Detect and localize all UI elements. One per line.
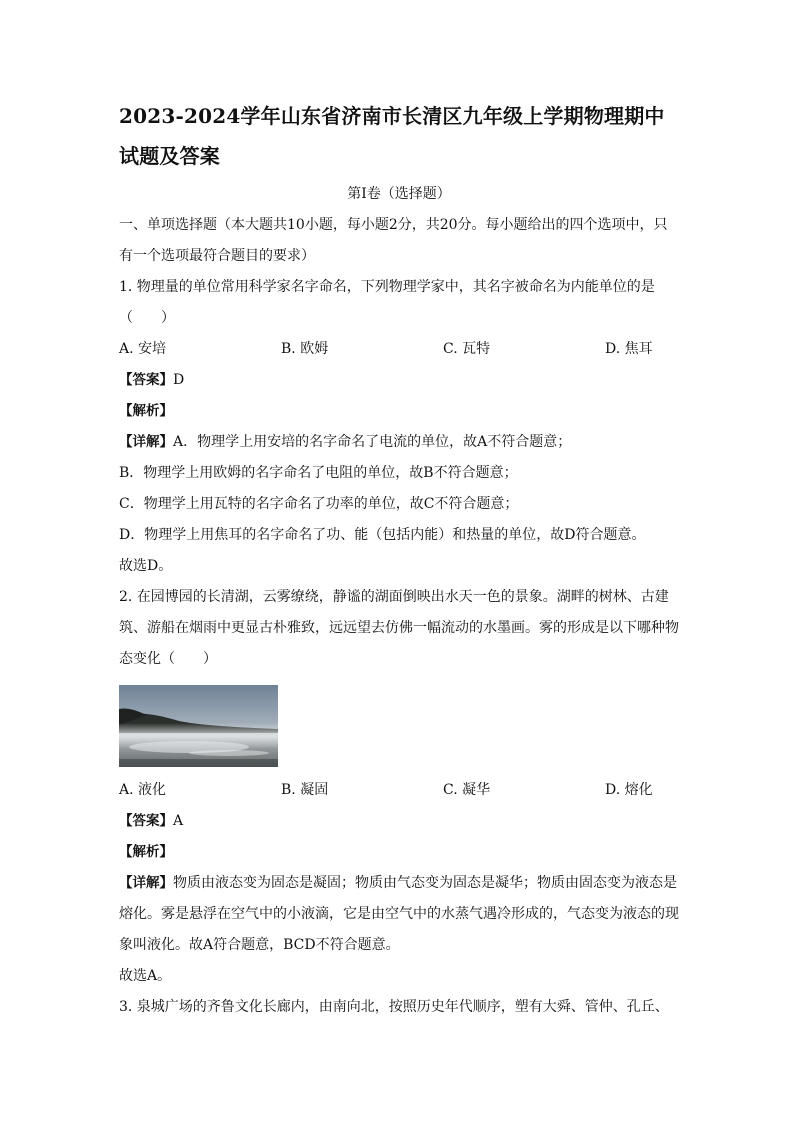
q1-options [119,334,679,365]
q1-analysis-tag: 【解析】 [119,403,173,419]
q1-option-d: D. 焦耳 [605,341,653,357]
q1-answer [119,365,679,396]
q1-option-c: C. 瓦特 [443,341,491,357]
question-3 [119,992,679,1023]
q2-stem-line-1: 2. 在园博园的长清湖，云雾缭绕，静谧的湖面倒映出水天一色的景象。湖畔的树林、古建 [119,589,669,605]
title-line-2: 试题及答案 [119,144,220,168]
q2-option-a: A. 液化 [119,782,167,798]
q2-answer [119,806,679,837]
q2-analysis-tag: 【解析】 [119,844,173,860]
q2-detail-tag: 【详解】 [119,875,173,891]
q1-detail-line-2: B．物理学上用欧姆的名字命名了电阻的单位，故B不符合题意； [119,465,518,481]
document-title [119,96,679,176]
q1-stem-line-2: （ ） [119,310,175,326]
q2-options [119,775,679,806]
q1-conclusion: 故选D。 [119,558,173,574]
section-heading: 第Ⅰ卷（选择题） [347,186,451,202]
q1-detail-line-3: C．物理学上用瓦特的名字命名了功率的单位，故C不符合题意； [119,496,519,512]
q1-detail-tag: 【详解】 [119,434,173,450]
q2-answer-value: A [173,813,184,829]
q1-detail-text-1: A．物理学上用安培的名字命名了电流的单位，故A不符合题意； [173,434,572,450]
q2-analysis [119,837,679,868]
q1-option-a: A. 安培 [119,341,167,357]
q1-answer-tag: 【答案】 [119,372,173,388]
q2-detail-line-3: 象叫液化。故A符合题意，BCD不符合题意。 [119,937,400,953]
q2-option-d: D. 熔化 [605,782,653,798]
instructions-line-2: 有一个选项最符合题目的要求） [119,248,315,264]
q2-conclusion: 故选A。 [119,968,172,984]
q2-stem-line-2: 筑、游船在烟雨中更显古朴雅致，远远望去仿佛一幅流动的水墨画。雾的形成是以下哪种物 [119,620,679,636]
q1-stem-line-1: 1. 物理量的单位常用科学家名字命名，下列物理学家中，其名字被命名为内能单位的是 [119,279,655,295]
question-2 [119,582,679,992]
q2-detail-line-2: 熔化。雾是悬浮在空气中的小液滴，它是由空气中的水蒸气遇冷形成的，气态变为液态的现 [119,906,679,922]
q1-detail-line-1 [119,427,679,458]
document-page [119,96,679,1023]
q2-option-b: B. 凝固 [281,782,329,798]
lake-fog-illustration [119,685,278,767]
q2-stem-line-3: 态变化（ ） [119,651,217,667]
q1-analysis [119,396,679,427]
q1-option-b: B. 欧姆 [281,341,329,357]
title-line-1: 2023-2024学年山东省济南市长清区九年级上学期物理期中 [119,104,665,128]
question-1 [119,272,679,582]
q2-option-c: C. 凝华 [443,782,491,798]
q2-detail-text-1: 物质由液态变为固态是凝固；物质由气态变为固态是凝华；物质由固态变为液态是 [173,875,677,891]
q3-stem-line-1: 3. 泉城广场的齐鲁文化长廊内，由南向北，按照历史年代顺序，塑有大舜、管仲、孔丘、 [119,999,669,1015]
q2-answer-tag: 【答案】 [119,813,173,829]
instructions-line-1: 一、单项选择题（本大题共10小题，每小题2分，共20分。每小题给出的四个选项中，只 [119,217,668,233]
lake-fog-photo [119,685,278,767]
q1-detail-line-4: D．物理学上用焦耳的名字命名了功、能（包括内能）和热量的单位，故D符合题意。 [119,527,646,543]
q2-detail-line-1 [119,868,679,899]
q1-answer-value: D [173,372,185,388]
